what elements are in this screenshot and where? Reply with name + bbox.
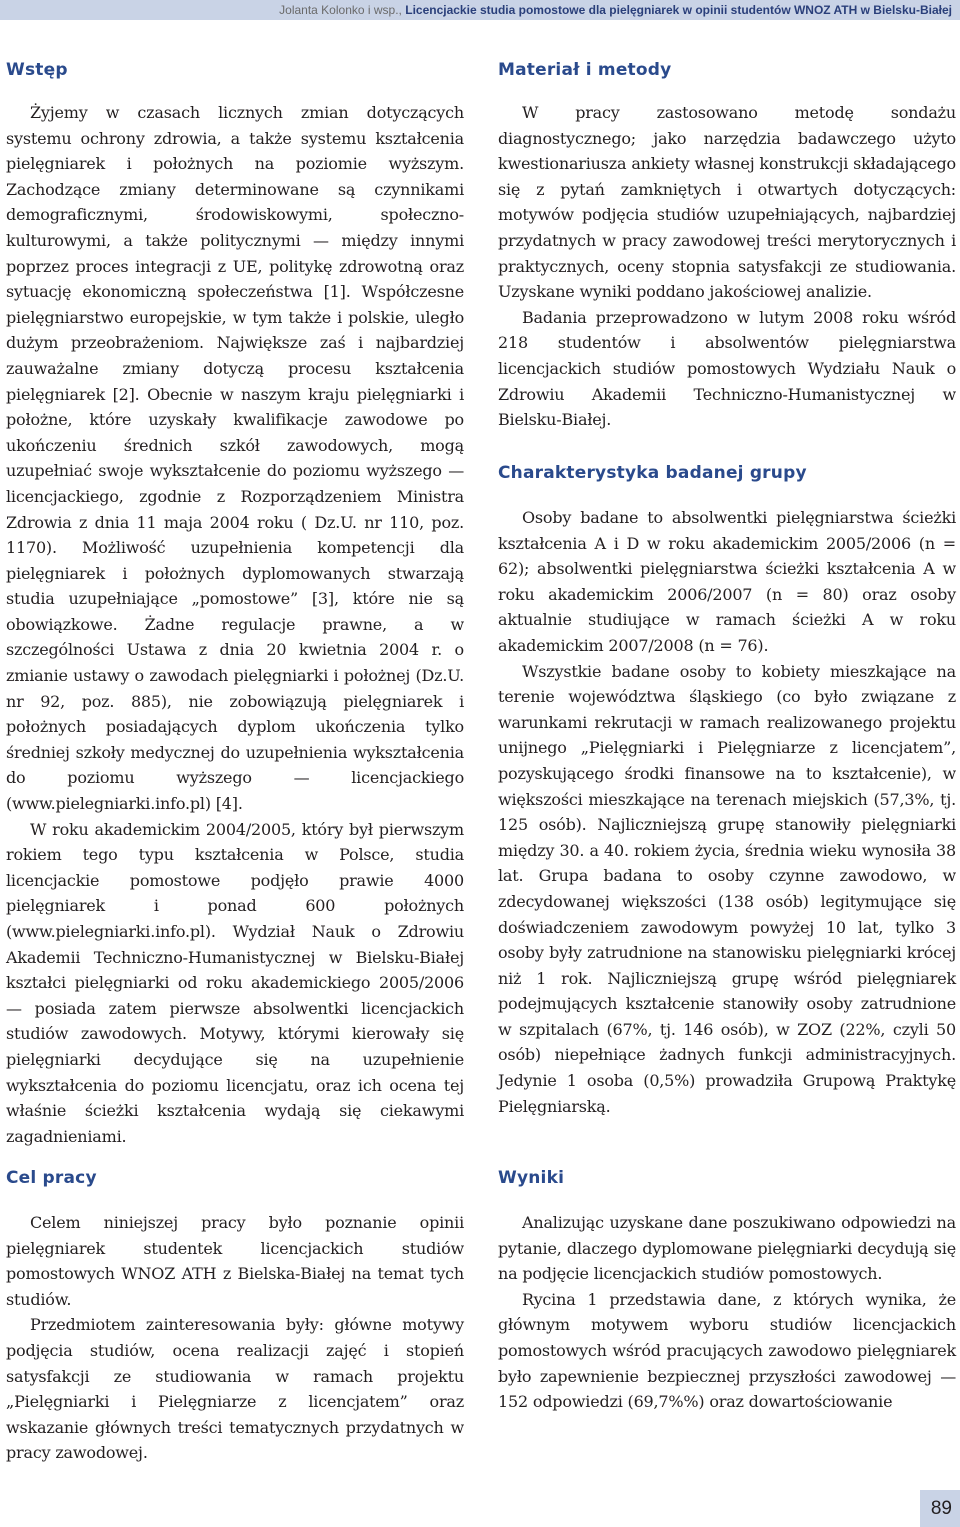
wyniki-body: [498, 1210, 956, 1415]
wyniki-paragraph-2: Rycina 1 przedstawia dane, z których wynika, że głównym motywem wyboru studiów licencjackich pomostowych wśród pracujących zawodowo pielęgniarek było zapewnienie bezpiecznej przyszłości zawodowej — 152 odpowiedzi (69,7%%) oraz dowartościowanie: [498, 1289, 956, 1412]
section-charakterystyka: [498, 463, 956, 1119]
section-wstep: [6, 60, 464, 1149]
running-header: [0, 0, 960, 20]
section-material: [498, 60, 956, 433]
wstep-paragraph-1: Żyjemy w czasach licznych zmian dotyczących systemu ochrony zdrowia, a także systemu kształcenia pielęgniarek i położnych na poziomie wyższym. Zachodzące zmiany determinowane są czynnikami demograficznymi, środowiskowymi, społeczno-kulturowymi, a także politycznymi — między innymi poprzez proces integracji z UE, politykę zdrowotną oraz sytuację ekonomiczną społeczeństwa [1]. Współczesne pielęgniarstwo europejskie, w tym także i polskie, uległo dużym przeobrażeniom. Największe zaś i najbardziej zauważalne zmiany dotyczą procesu kształcenia pielęgniarek [2]. Obecnie w naszym kraju pielęgniarki i położne, które uzyskały kwalifikacje zawodowe po ukończeniu średnich szkół zawodowych, mogą uzupełniać swoje wykształcenie do poziomu wyższego — licencjackiego, zgodnie z Rozporządzeniem Ministra Zdrowia z dnia 11 maja 2004 roku ( Dz.U. nr 110, poz. 1170). Możliwość uzupełnienia kompetencji dla pielęgniarek i położnych dyplomowanych stwarzają studia uzupełniające „pomostowe” [3], które nie są obowiązkowe. Żadne regulacje prawne, a w szczególności Ustawa z dnia 20 kwietnia 2004 r. o zmianie ustawy o zawodach pielęgniarki i położnej (Dz.U. nr 92, poz. 885), nie zobowiązują pielęgniarek i położnych posiadających dyplom ukończenia tylko średniej szkoły medycznej do uzupełnienia wykształcenia do poziomu wyższego — licencjackiego (www.pielegniarki.info.pl) [4].: [6, 103, 464, 814]
material-paragraph-1: W pracy zastosowano metodę sondażu diagnostycznego; jako narzędzia badawczego użyto kwestionariusza ankiety własnej konstrukcji składającego się z pytań zamkniętych i otwartych dotyczących: motywów podjęcia studiów uzupełniających, najbardziej przydatnych w pracy zawodowej treści merytorycznych i praktycznych, oceny stopnia satysfakcji ze studiowania. Uzyskane wyniki poddano jakościowej analizie.: [498, 103, 956, 302]
cel-paragraph-1: Celem niniejszej pracy było poznanie opinii pielęgniarek studentek licencjackich studiów pomostowych WNOZ ATH z Bielska-Białej na temat tych studiów.: [6, 1213, 464, 1309]
wyniki-paragraph-1: Analizując uzyskane dane poszukiwano odpowiedzi na pytanie, dlaczego dyplomowane pielęgniarki decydują się na podjęcie licencjackich studiów pomostowych.: [498, 1213, 956, 1284]
header-title: Licencjackie studia pomostowe dla pielęgniarek w opinii studentów WNOZ ATH w Bielsku-Białej: [405, 3, 952, 17]
page-number: 89: [930, 1498, 952, 1519]
heading-wstep: Wstęp: [6, 60, 68, 80]
section-wyniki: [498, 1168, 956, 1415]
wstep-body: [6, 100, 464, 1149]
material-body: [498, 100, 956, 433]
wstep-paragraph-2: W roku akademickim 2004/2005, który był pierwszym rokiem tego typu kształcenia w Polsce, studia licencjackie pomostowe podjęło prawie 4000 pielęgniarek i ponad 600 położnych (www.pielegniarki.info.pl). Wydział Nauk o Zdrowiu Akademii Techniczno-Humanistycznej w Bielsku-Białej kształci pielęgniarki od roku akademickiego 2005/2006 — posiada zatem pierwsze absolwentki licencjackich studiów zawodowych. Motywy, którymi kierowały się pielęgniarki decydujące się na uzupełnienie wykształcenia do poziomu licencjatu, oraz ich ocena tej właśnie ścieżki kształcenia wydają się ciekawymi zagadnieniami.: [6, 819, 464, 1146]
heading-wyniki: Wyniki: [498, 1168, 565, 1188]
heading-cel: Cel pracy: [6, 1168, 97, 1188]
heading-material: Materiał i metody: [498, 60, 672, 80]
section-cel: [6, 1168, 464, 1466]
header-author: Jolanta Kolonko i wsp.,: [279, 3, 402, 17]
charakterystyka-paragraph-1: Osoby badane to absolwentki pielęgniarstwa ścieżki kształcenia A i D w roku akademickim 2005/2006 (n = 62); absolwentki pielęgniarstwa ścieżki kształcenia A w roku akademickim 2006/2007 (n = 80) oraz osoby aktualnie studiujące w ramach ścieżki A w roku akademickim 2007/2008 (n = 76).: [498, 508, 956, 655]
charakterystyka-body: [498, 505, 956, 1119]
cel-body: [6, 1210, 464, 1466]
heading-charakterystyka: Charakterystyka badanej grupy: [498, 463, 807, 483]
cel-paragraph-2: Przedmiotem zainteresowania były: główne motywy podjęcia studiów, ocena realizacji zajęć i stopień satysfakcji ze studiowania w ramach projektu „Pielęgniarki i Pielęgniarze z licencjatem” oraz wskazanie głównych treści tematycznych przydatnych w pracy zawodowej.: [6, 1315, 464, 1463]
material-paragraph-2: Badania przeprowadzono w lutym 2008 roku wśród 218 studentów i absolwentów pielęgniarstwa licencjackich studiów pomostowych Wydziału Nauk o Zdrowiu Akademii Techniczno-Humanistycznej w Bielsku-Białej.: [498, 307, 956, 430]
charakterystyka-paragraph-2: Wszystkie badane osoby to kobiety mieszkające na terenie województwa śląskiego (co było związane z warunkami rekrutacji w ramach realizowanego projektu unijnego „Pielęgniarki i Pielęgniarze z licencjatem”, pozyskującego środki finansowe na to kształcenie), w większości mieszkające na terenach miejskich (57,3%, tj. 125 osób). Najliczniejszą grupę stanowiły pielęgniarki między 30. a 40. rokiem życia, średnia wieku wynosiła 38 lat. Grupa badana to osoby czynne zawodowo, w zdecydowanej większości (138 osób) legitymujące się doświadczeniem zawodowym powyżej 10 lat, tylko 3 osoby były zatrudnione na stanowisku pielęgniarki krócej niż 1 rok. Najliczniejszą grupę wśród pielęgniarek podejmujących kształcenie stanowiły osoby zatrudnione w szpitalach (67%, tj. 146 osób), w ZOZ (22%, czyli 50 osób) niepełniące żadnych funkcji administracyjnych. Jedynie 1 osoba (0,5%) prowadziła Grupową Praktykę Pielęgniarską.: [498, 661, 956, 1116]
